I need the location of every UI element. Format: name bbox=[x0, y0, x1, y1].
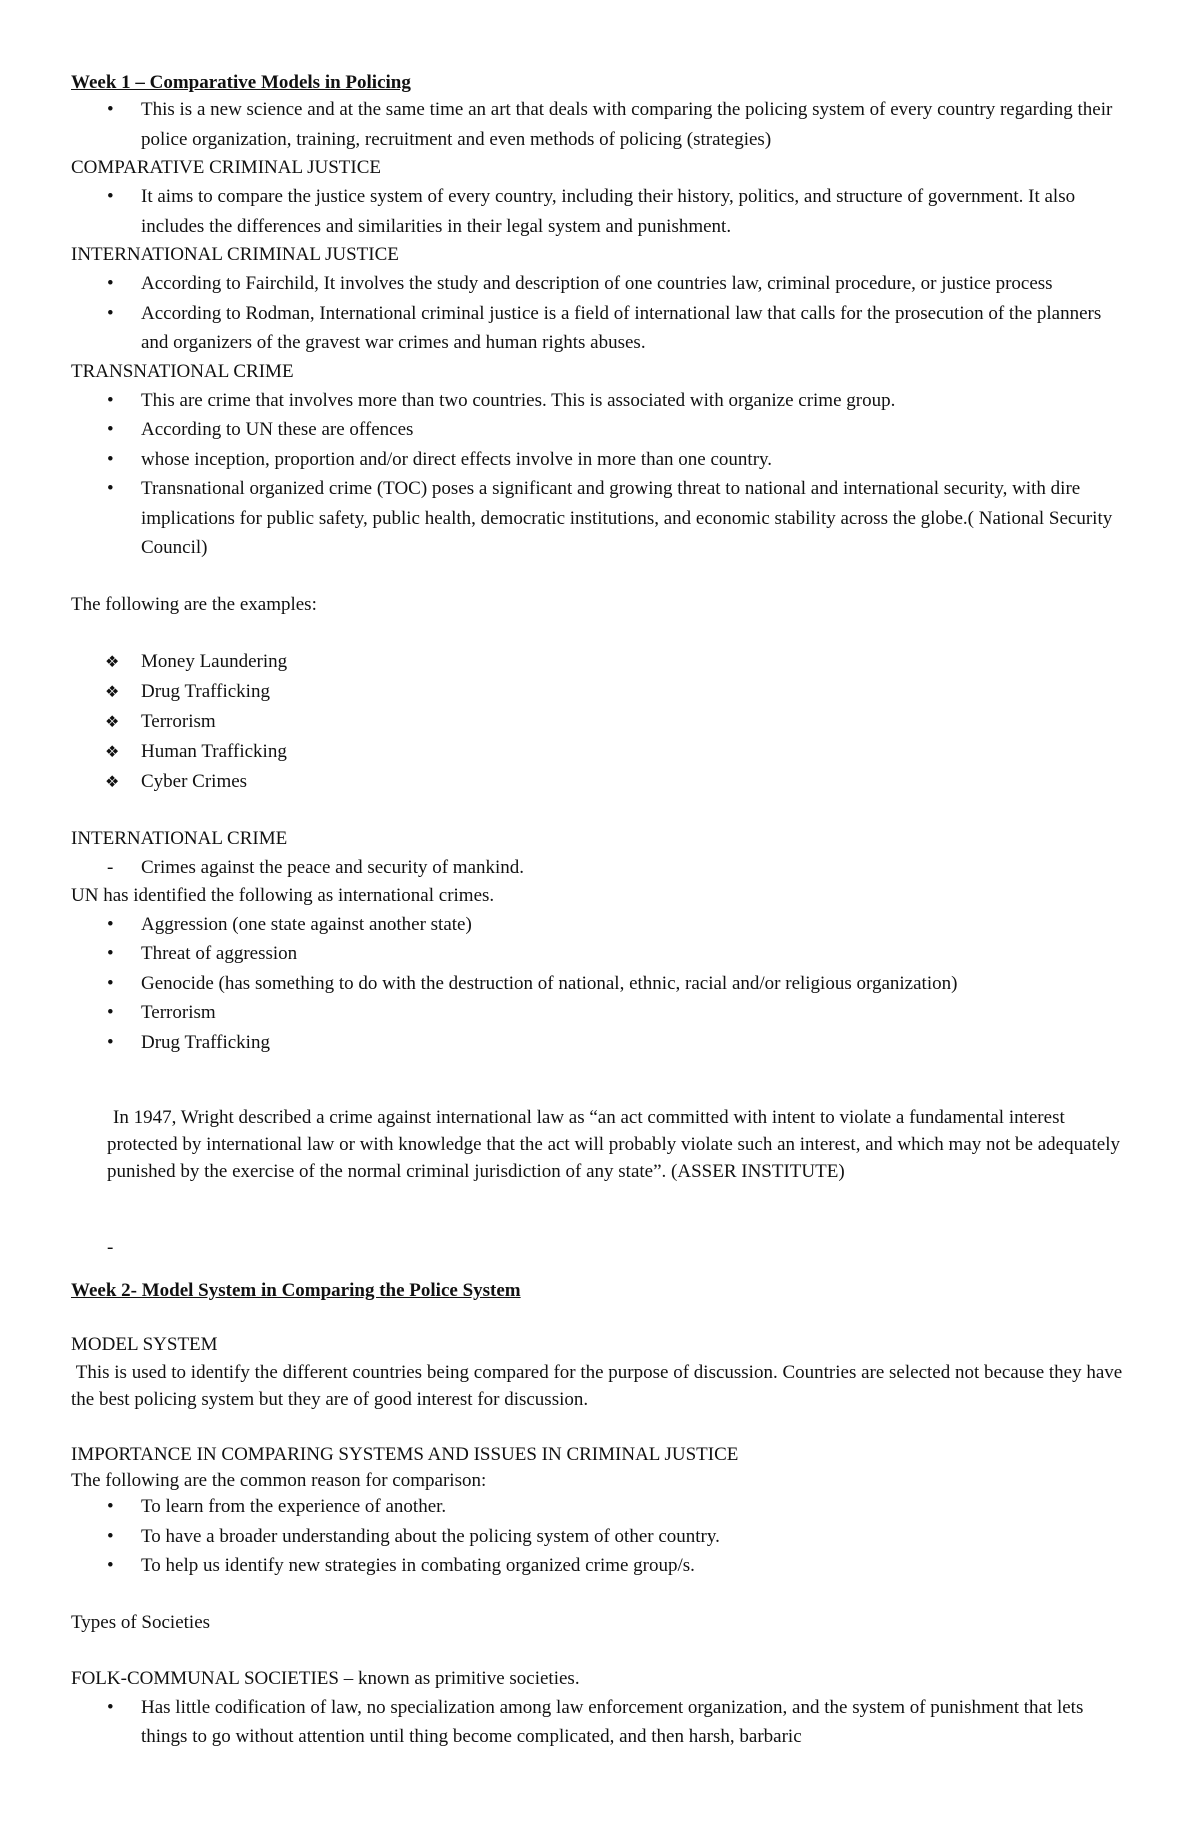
spacer bbox=[71, 1057, 1131, 1085]
example-label: Terrorism bbox=[141, 710, 216, 732]
list-item: - Crimes against the peace and security of mankind. bbox=[141, 853, 1131, 882]
spacer bbox=[71, 1303, 1131, 1331]
example-label: Cyber Crimes bbox=[141, 770, 248, 792]
list-item bbox=[105, 677, 1131, 707]
list-item: • Terrorism bbox=[141, 998, 1131, 1028]
spacer bbox=[71, 1204, 1131, 1218]
icj-list bbox=[71, 269, 1131, 358]
spacer bbox=[71, 619, 1131, 647]
document-page bbox=[71, 70, 1131, 1752]
tc-list bbox=[71, 386, 1131, 563]
ic-heading: INTERNATIONAL CRIME bbox=[71, 827, 288, 849]
spacer bbox=[71, 1637, 1131, 1665]
icj-heading: INTERNATIONAL CRIMINAL JUSTICE bbox=[71, 244, 399, 265]
list-item: • To have a broader understanding about the policing system of other country. bbox=[141, 1522, 1131, 1552]
diamond-bullet-icon: ❖ bbox=[105, 681, 120, 701]
example-label: Drug Trafficking bbox=[141, 680, 270, 702]
ccj-heading: COMPARATIVE CRIMINAL JUSTICE bbox=[71, 157, 382, 178]
list-item: • It aims to compare the justice system of every country, including their history, politics, and structure of government. It also includes the differences and similarities in their legal system and punishment. bbox=[141, 182, 1131, 241]
spacer bbox=[71, 797, 1131, 825]
list-item bbox=[105, 737, 1131, 767]
list-item bbox=[105, 707, 1131, 737]
list-item: • Has little codification of law, no specialization among law enforcement organization, and the system of punishment that lets things to go without attention until thing become complicated, and then harsh, barbaric bbox=[141, 1693, 1131, 1752]
list-item bbox=[105, 647, 1131, 677]
list-item: • Transnational organized crime (TOC) poses a significant and growing threat to national and international security, with dire implications for public safety, public health, democratic institutions, and economic stability across the globe.( National Security Council) bbox=[141, 474, 1131, 563]
list-item bbox=[105, 767, 1131, 797]
diamond-bullet-icon: ❖ bbox=[105, 771, 120, 791]
importance-intro: The following are the common reason for comparison: bbox=[71, 1470, 487, 1491]
ic-un-line: UN has identified the following as international crimes. bbox=[71, 884, 495, 906]
importance-heading: IMPORTANCE IN COMPARING SYSTEMS AND ISSUES IN CRIMINAL JUSTICE bbox=[71, 1444, 739, 1465]
week1-title: Week 1 – Comparative Models in Policing bbox=[71, 72, 411, 93]
model-system-heading: MODEL SYSTEM bbox=[71, 1334, 218, 1355]
diamond-bullet-icon: ❖ bbox=[105, 651, 120, 671]
list-item: • This is a new science and at the same time an art that deals with comparing the policing system of every country regarding their police organization, training, recruitment and even methods of policing (strategies) bbox=[141, 95, 1131, 154]
list-item: • Aggression (one state against another state) bbox=[141, 910, 1131, 940]
list-item: • To learn from the experience of another. bbox=[141, 1492, 1131, 1522]
list-item: • Threat of aggression bbox=[141, 939, 1131, 969]
diamond-bullet-icon: ❖ bbox=[105, 741, 120, 761]
spacer bbox=[71, 563, 1131, 591]
example-label: Money Laundering bbox=[141, 650, 288, 672]
ccj-list bbox=[71, 182, 1131, 241]
list-item: • According to Rodman, International criminal justice is a field of international law that calls for the prosecution of the planners and organizers of the gravest war crimes and human rights abuses. bbox=[141, 299, 1131, 358]
week1-intro-list bbox=[71, 95, 1131, 154]
list-item: • whose inception, proportion and/or direct effects involve in more than one country. bbox=[141, 445, 1131, 475]
examples-intro: The following are the examples: bbox=[71, 593, 317, 615]
examples-list bbox=[71, 647, 1131, 797]
wright-paragraph bbox=[71, 1104, 1131, 1185]
types-heading: Types of Societies bbox=[71, 1611, 211, 1633]
list-item: • Genocide (has something to do with the destruction of national, ethnic, racial and/or religious organization) bbox=[141, 969, 1131, 999]
list-item: • To help us identify new strategies in combating organized crime group/s. bbox=[141, 1551, 1131, 1581]
folk-heading: FOLK-COMMUNAL SOCIETIES – known as primitive societies. bbox=[71, 1667, 580, 1689]
tc-heading: TRANSNATIONAL CRIME bbox=[71, 360, 294, 382]
ic-list bbox=[71, 910, 1131, 1058]
model-system-paragraph-text: This is used to identify the different countries being compared for the purpose of discussion. Countries are selected not because they have the best policing system but they are of good interest for discussion. bbox=[71, 1362, 1123, 1410]
list-item: • According to Fairchild, It involves the study and description of one countries law, criminal procedure, or justice process bbox=[141, 269, 1131, 299]
ic-dash-list bbox=[71, 853, 1131, 882]
folk-list bbox=[71, 1693, 1131, 1752]
week2-title: Week 2- Model System in Comparing the Police System bbox=[71, 1280, 521, 1301]
dash-stub: - bbox=[107, 1237, 114, 1258]
diamond-bullet-icon: ❖ bbox=[105, 711, 120, 731]
list-item: • This are crime that involves more than two countries. This is associated with organize crime group. bbox=[141, 386, 1131, 416]
spacer bbox=[71, 1581, 1131, 1609]
wright-paragraph-text: In 1947, Wright described a crime against international law as “an act committed with intent to violate a fundamental interest protected by international law or with knowledge that the act will probably violate such an interest, and which may not be adequately punished by the exercise of the normal criminal jurisdiction of any state”. (ASSER INSTITUTE) bbox=[107, 1107, 1121, 1182]
list-item: • Drug Trafficking bbox=[141, 1028, 1131, 1058]
example-label: Human Trafficking bbox=[141, 740, 287, 762]
spacer bbox=[71, 1413, 1131, 1441]
importance-list bbox=[71, 1492, 1131, 1581]
model-system-paragraph bbox=[71, 1359, 1131, 1413]
list-item: • According to UN these are offences bbox=[141, 415, 1131, 445]
